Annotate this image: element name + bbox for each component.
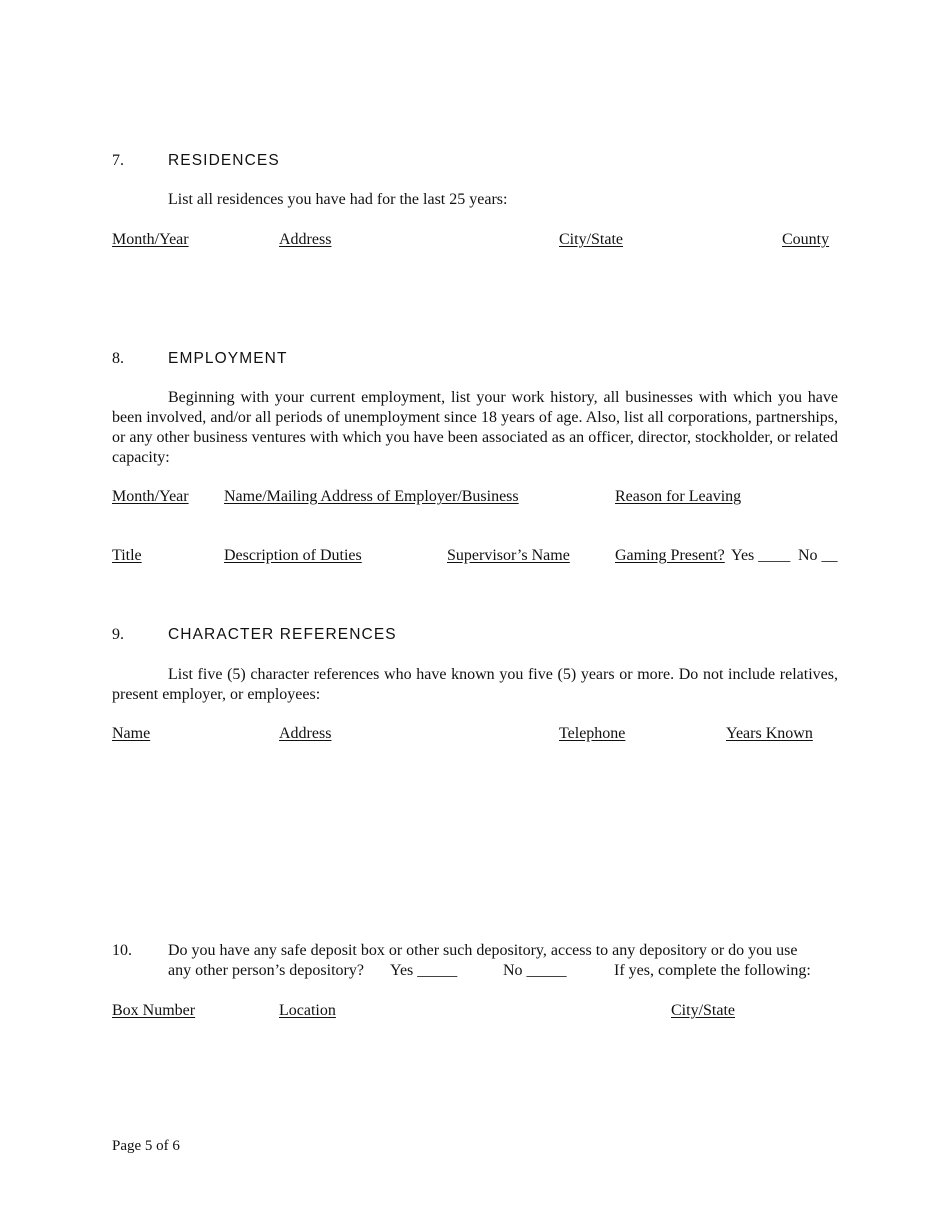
section-8-paragraph-text: Beginning with your current employment, list your work history, all businesses with which you have been involved, and/or all periods of unemployment since 18 years of age. Also, list all corporations, partnerships, or any other business ventures with which you have been associated as an officer, director, stockholder, or related capacity: — [112, 389, 838, 466]
col-county: County — [782, 231, 830, 248]
gaming-no-blank[interactable]: No __ — [798, 547, 838, 564]
col-description-of-duties: Description of Duties — [224, 547, 362, 564]
col-supervisor-name: Supervisor’s Name — [447, 547, 570, 564]
section-9-number: 9. — [112, 626, 124, 643]
section-7-number: 7. — [112, 152, 124, 169]
col-box-number: Box Number — [112, 1002, 196, 1019]
section-8-number: 8. — [112, 350, 124, 367]
col-years-known: Years Known — [726, 725, 813, 742]
col-location: Location — [279, 1002, 336, 1019]
section-7-heading: RESIDENCES — [168, 152, 280, 169]
col-address: Address — [279, 725, 332, 742]
section-10-question-line2: any other person’s depository? — [168, 962, 364, 979]
col-city-state: City/State — [559, 231, 623, 248]
section-10-number: 10. — [112, 942, 132, 959]
col-title: Title — [112, 547, 142, 564]
section-7-instruction: List all residences you have had for the last 25 years: — [168, 191, 508, 208]
section-8-heading: EMPLOYMENT — [168, 350, 288, 367]
col-telephone: Telephone — [559, 725, 626, 742]
deposit-no-blank[interactable]: No _____ — [503, 962, 567, 979]
page-number: Page 5 of 6 — [112, 1138, 180, 1154]
gaming-yes-blank[interactable]: Yes ____ — [731, 547, 791, 564]
col-employer-address: Name/Mailing Address of Employer/Business — [224, 488, 519, 505]
col-name: Name — [112, 725, 151, 742]
section-10-followup: If yes, complete the following: — [614, 962, 811, 979]
col-gaming-present: Gaming Present? — [615, 547, 725, 564]
col-month-year: Month/Year — [112, 231, 189, 248]
col-address: Address — [279, 231, 332, 248]
deposit-yes-blank[interactable]: Yes _____ — [390, 962, 458, 979]
col-city-state: City/State — [671, 1002, 735, 1019]
section-10-question-line1: Do you have any safe deposit box or other such depository, access to any depository or do you use — [168, 942, 798, 959]
section-8-paragraph — [112, 388, 838, 468]
col-month-year: Month/Year — [112, 488, 189, 505]
section-9-paragraph-text: List five (5) character references who have known you five (5) years or more. Do not include relatives, present employer, or employees: — [112, 666, 838, 703]
section-9-heading: CHARACTER REFERENCES — [168, 626, 397, 643]
col-reason-for-leaving: Reason for Leaving — [615, 488, 742, 505]
section-9-paragraph — [112, 665, 838, 705]
